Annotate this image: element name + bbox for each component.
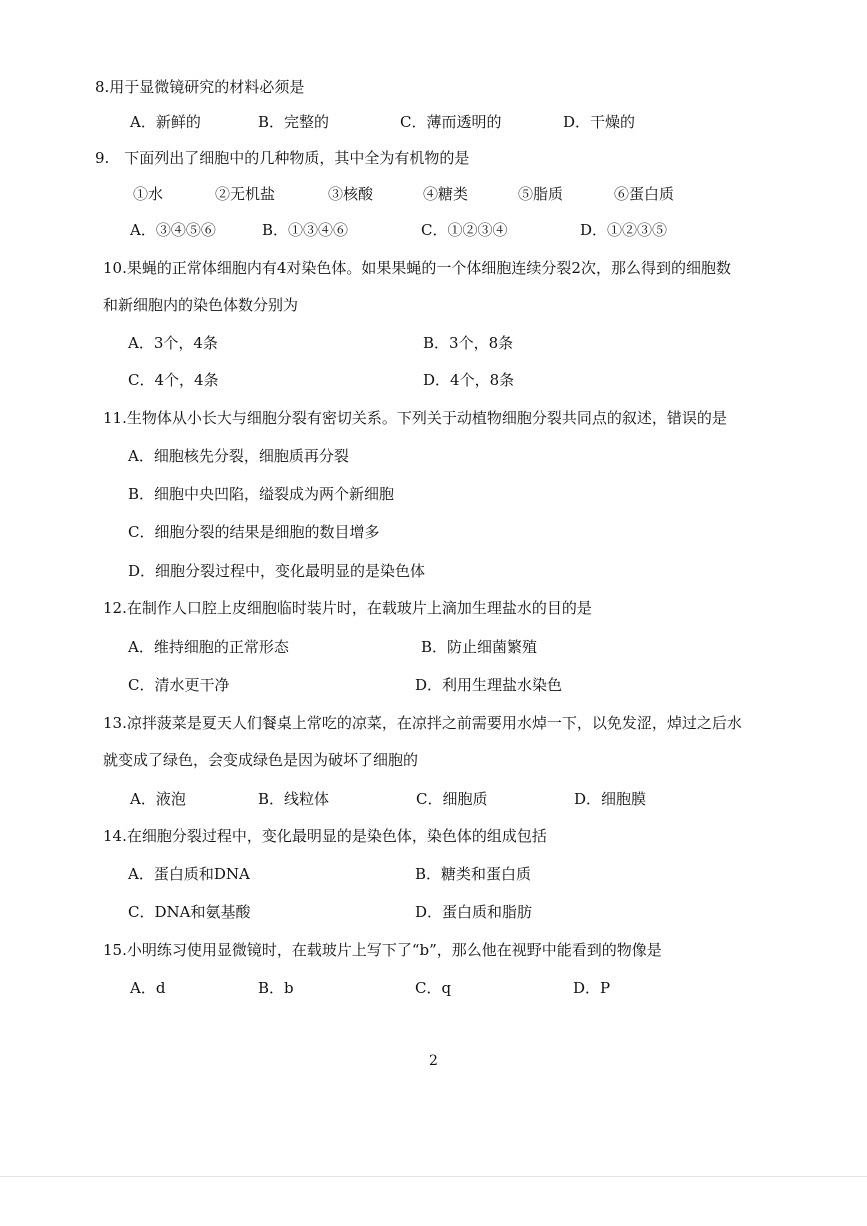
question-13-option-b: B．线粒体 <box>258 790 330 808</box>
question-9-option-a: A．③④⑤⑥ <box>130 221 216 239</box>
question-8-stem: 8.用于显微镜研究的材料必须是 <box>95 78 305 96</box>
question-10-option-c: C．4个，4条 <box>128 371 219 389</box>
question-10-option-a: A．3个，4条 <box>128 334 218 352</box>
question-8-option-b: B．完整的 <box>258 113 330 131</box>
question-8-option-c: C．薄而透明的 <box>400 113 502 131</box>
question-14-stem: 14.在细胞分裂过程中，变化最明显的是染色体，染色体的组成包括 <box>103 827 547 845</box>
question-10-stem-line-1: 10.果蝇的正常体细胞内有4对染色体。如果果蝇的一个体细胞连续分裂2次，那么得到的细胞数 <box>103 259 731 277</box>
question-13-option-a: A．液泡 <box>130 790 186 808</box>
question-8-option-d: D．干燥的 <box>563 113 636 131</box>
question-9-item-1: ①水 <box>133 185 164 203</box>
question-13-option-c: C．细胞质 <box>416 790 488 808</box>
question-12-option-c: C．清水更干净 <box>128 676 230 694</box>
question-15-option-a: A．d <box>130 979 166 997</box>
page-number: 2 <box>429 1053 438 1069</box>
question-15-option-d: D．P <box>573 979 611 997</box>
question-15-option-b: B．b <box>258 979 294 997</box>
question-13-stem-line-1: 13.凉拌菠菜是夏天人们餐桌上常吃的凉菜，在凉拌之前需要用水焯一下，以免发涩，焯过之后水 <box>103 714 742 732</box>
question-11-option-d: D．细胞分裂过程中，变化最明显的是染色体 <box>128 562 426 580</box>
question-12-option-d: D．利用生理盐水染色 <box>415 676 563 694</box>
question-13-stem-line-2: 就变成了绿色，会变成绿色是因为破坏了细胞的 <box>103 751 419 769</box>
question-10-option-d: D．4个，8条 <box>423 371 515 389</box>
question-9-item-5: ⑤脂质 <box>518 185 564 203</box>
question-9-option-c: C．①②③④ <box>421 221 508 239</box>
page-bottom-edge <box>0 1176 867 1177</box>
question-9-stem: 9. 下面列出了细胞中的几种物质，其中全为有机物的是 <box>95 149 470 167</box>
question-9-option-b: B．①③④⑥ <box>262 221 349 239</box>
question-15-stem: 15.小明练习使用显微镜时，在载玻片上写下了“b”，那么他在视野中能看到的物像是 <box>103 941 662 959</box>
question-12-option-a: A．维持细胞的正常形态 <box>128 638 289 656</box>
question-13-option-d: D．细胞膜 <box>574 790 647 808</box>
question-14-option-a: A．蛋白质和DNA <box>128 865 250 883</box>
question-9-item-2: ②无机盐 <box>215 185 276 203</box>
question-10-option-b: B．3个，8条 <box>423 334 514 352</box>
question-8-option-a: A．新鲜的 <box>130 113 201 131</box>
question-9-item-6: ⑥蛋白质 <box>614 185 675 203</box>
question-14-option-b: B．糖类和蛋白质 <box>415 865 532 883</box>
question-14-option-d: D．蛋白质和脂肪 <box>415 903 533 921</box>
question-15-option-c: C．q <box>415 979 452 997</box>
question-11-option-a: A．细胞核先分裂，细胞质再分裂 <box>128 447 349 465</box>
question-11-option-c: C．细胞分裂的结果是细胞的数目增多 <box>128 523 380 541</box>
question-9-item-3: ③核酸 <box>328 185 374 203</box>
question-12-stem: 12.在制作人口腔上皮细胞临时装片时，在载玻片上滴加生理盐水的目的是 <box>103 599 592 617</box>
question-11-stem: 11.生物体从小长大与细胞分裂有密切关系。下列关于动植物细胞分裂共同点的叙述，错误的是 <box>103 409 727 427</box>
question-9-option-d: D．①②③⑤ <box>580 221 668 239</box>
question-14-option-c: C．DNA和氨基酸 <box>128 903 251 921</box>
question-10-stem-line-2: 和新细胞内的染色体数分别为 <box>103 296 299 314</box>
question-11-option-b: B．细胞中央凹陷，缢裂成为两个新细胞 <box>128 485 395 503</box>
question-9-item-4: ④糖类 <box>423 185 469 203</box>
question-12-option-b: B．防止细菌繁殖 <box>421 638 538 656</box>
